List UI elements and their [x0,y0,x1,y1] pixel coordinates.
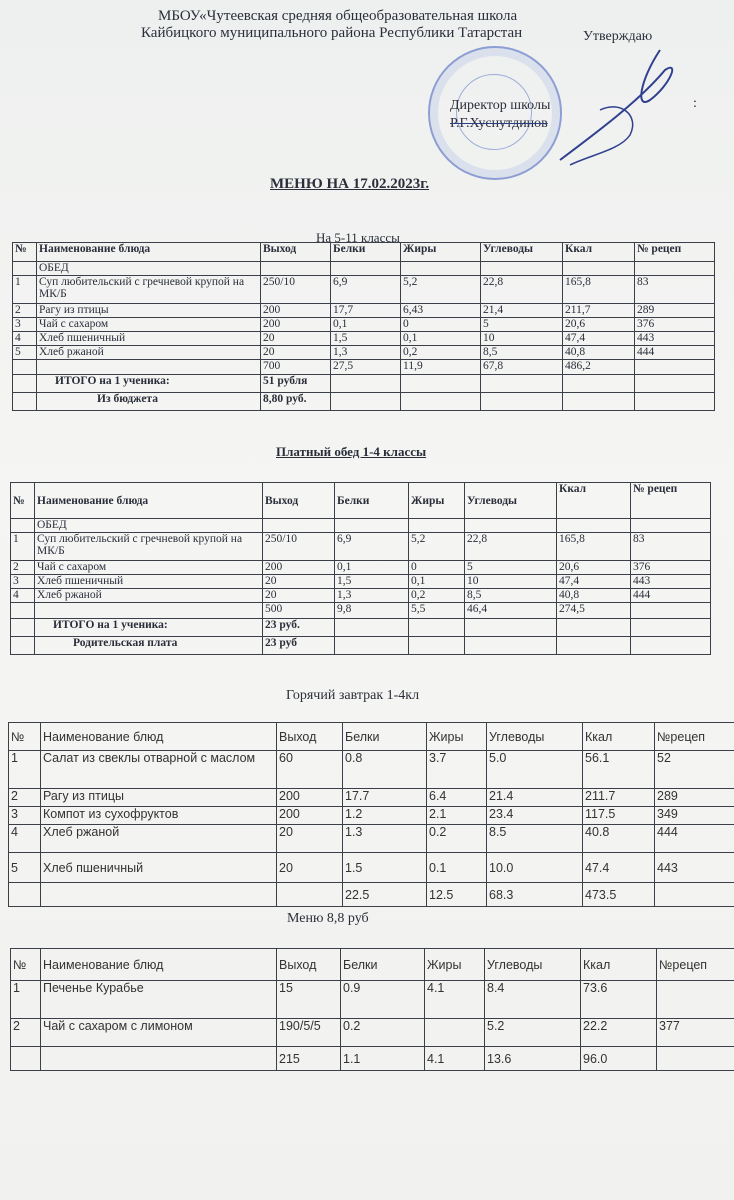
total-row [11,1047,734,1071]
approve-label: Утверждаю [583,29,653,44]
cell: 4.1 [425,1047,485,1071]
cell: 274,5 [557,603,631,619]
school-name-line1: МБОУ«Чутеевская средняя общеобразовательная школа [158,8,518,24]
cell: 52 [655,751,734,789]
cell: 21,4 [481,304,563,318]
col-header: Ккал [581,949,657,981]
cell: Печенье Курабье [41,981,277,1019]
col-header: Белки [335,483,409,519]
cell: 5,2 [409,533,465,561]
table-row [13,276,715,304]
cell: 0.2 [427,825,487,853]
cell: 5.0 [487,751,583,789]
cell: 1,3 [335,589,409,603]
cell: 10 [481,332,563,346]
cell: 8.5 [487,825,583,853]
cell: 2 [9,789,41,807]
cell: 444 [631,589,711,603]
cell: 200 [277,789,343,807]
cell: 40,8 [563,346,635,360]
cell [425,1019,485,1047]
cell: 20 [261,346,331,360]
section-label: ОБЕД [37,262,261,276]
section-row [11,519,711,533]
menu-table-5-11 [12,242,715,411]
cell: 8.4 [485,981,581,1019]
cell: 22,8 [465,533,557,561]
cell: 22.2 [581,1019,657,1047]
cell: 5 [481,318,563,332]
cell: 0,2 [401,346,481,360]
cell: 5.2 [485,1019,581,1047]
cell: 0,2 [409,589,465,603]
parent-fee-value: 23 руб [263,637,335,655]
table-row [13,304,715,318]
director-title: Директор школы [450,98,551,113]
col-header: Ккал [557,483,631,519]
cell: 4 [9,825,41,853]
cell: 1.3 [343,825,427,853]
cell: 443 [635,332,715,346]
cell: 200 [263,561,335,575]
col-header: № [11,483,35,519]
cell: 289 [635,304,715,318]
cell: 165,8 [557,533,631,561]
cell: Рагу из птицы [41,789,277,807]
col-header: Жиры [427,723,487,751]
cell: 444 [655,825,734,853]
cell: 0,1 [331,318,401,332]
director-signature [540,40,690,180]
cell: 200 [261,318,331,332]
col-header: № [9,723,41,751]
cell: 1.5 [343,853,427,883]
col-header: № рецеп [631,483,711,519]
cell: 0.8 [343,751,427,789]
cell: 12.5 [427,883,487,907]
col-header: Наименование блюд [41,949,277,981]
cell: 500 [263,603,335,619]
parent-fee-label: Родительская плата [35,637,263,655]
cell: 443 [655,853,734,883]
cell: 289 [655,789,734,807]
cell: 1 [11,981,41,1019]
cell: 0,1 [401,332,481,346]
cell: 211.7 [583,789,655,807]
table-row [9,853,734,883]
cell: 3 [13,318,37,332]
cell: 5,2 [401,276,481,304]
cell: 9,8 [335,603,409,619]
cell: 215 [277,1047,341,1071]
cell: Хлеб пшеничный [37,332,261,346]
cell: 165,8 [563,276,635,304]
total-row [13,360,715,375]
cell: 2.1 [427,807,487,825]
col-header: № [13,243,37,262]
cell: 6,43 [401,304,481,318]
cell: 10.0 [487,853,583,883]
col-header: № [11,949,41,981]
cell: 73.6 [581,981,657,1019]
cell: 17.7 [343,789,427,807]
cell: 377 [657,1019,734,1047]
cell: 96.0 [581,1047,657,1071]
cell: 0,1 [335,561,409,575]
table-header-row [11,483,711,519]
cell: Чай с сахаром с лимоном [41,1019,277,1047]
col-header: Наименование блюда [37,243,261,262]
col-header: Жиры [409,483,465,519]
cell: 6,9 [335,533,409,561]
cell: 1 [11,533,35,561]
cell: 4 [11,589,35,603]
table-header-row [11,949,734,981]
table-header-row [9,723,734,751]
col-header: Ккал [583,723,655,751]
cell: 83 [631,533,711,561]
cell: Чай с сахаром [37,318,261,332]
cell: 5,5 [409,603,465,619]
cell: 200 [261,304,331,318]
cell: Салат из свеклы отварной с маслом [41,751,277,789]
table4-caption: Меню 8,8 руб [287,911,369,926]
total-row [9,883,734,907]
budget-row [13,393,715,411]
cell: 444 [635,346,715,360]
cell: 0.1 [427,853,487,883]
cell: 700 [261,360,331,375]
col-header: Выход [261,243,331,262]
cell: 0 [409,561,465,575]
cell: 1.2 [343,807,427,825]
table-row [13,318,715,332]
table-header-row [13,243,715,262]
col-header: Выход [277,723,343,751]
cell: Хлеб ржаной [35,589,263,603]
cell [657,981,734,1019]
cell: 20,6 [563,318,635,332]
budget-value: 8,80 руб. [261,393,331,411]
table-row [9,789,734,807]
cell: 376 [635,318,715,332]
director-name: Р.Г.Хуснутдинов [450,116,548,131]
cell: 211,7 [563,304,635,318]
menu-table-paid-1-4 [10,482,711,655]
cell: 11,9 [401,360,481,375]
cell: 22.5 [343,883,427,907]
col-header: №рецеп [655,723,734,751]
col-header: Наименование блюд [41,723,277,751]
cell: 1 [9,751,41,789]
cell: 0 [401,318,481,332]
cell: 46,4 [465,603,557,619]
cell: 47,4 [563,332,635,346]
cell: 10 [465,575,557,589]
cell: Хлеб пшеничный [41,853,277,883]
cell: 2 [11,1019,41,1047]
table-row [9,825,734,853]
itogo-label: ИТОГО на 1 ученика: [37,375,261,393]
cell: 68.3 [487,883,583,907]
itogo-row [11,619,711,637]
itogo-value: 23 руб. [263,619,335,637]
cell: 8,5 [481,346,563,360]
cell: Хлеб ржаной [37,346,261,360]
cell: 67,8 [481,360,563,375]
cell: 117.5 [583,807,655,825]
cell: 23.4 [487,807,583,825]
cell: 20 [263,589,335,603]
cell: 0.9 [341,981,425,1019]
cell: 47.4 [583,853,655,883]
total-row [11,603,711,619]
col-header: Жиры [425,949,485,981]
cell: 83 [635,276,715,304]
col-header: Белки [341,949,425,981]
cell: 15 [277,981,341,1019]
cell: 250/10 [263,533,335,561]
cell: Хлеб пшеничный [35,575,263,589]
cell: 40,8 [557,589,631,603]
cell: 20 [277,853,343,883]
col-header: Углеводы [465,483,557,519]
itogo-value: 51 рубля [261,375,331,393]
hot-breakfast-table [8,722,734,907]
cell: 3 [9,807,41,825]
itogo-label: ИТОГО на 1 ученика: [35,619,263,637]
cell: 4 [13,332,37,346]
cell: 5 [465,561,557,575]
cell: 47,4 [557,575,631,589]
col-header: Белки [331,243,401,262]
cell: 20 [263,575,335,589]
cell: 21.4 [487,789,583,807]
table2-caption: Платный обед 1-4 классы [276,444,427,459]
cell: 1,5 [335,575,409,589]
table-row [11,575,711,589]
cell: 8,5 [465,589,557,603]
cell: 1,3 [331,346,401,360]
cell: 1 [13,276,37,304]
table-row [13,332,715,346]
cell: Чай с сахаром [35,561,263,575]
cell: 0.2 [341,1019,425,1047]
cell: 349 [655,807,734,825]
cell: Хлеб ржаной [41,825,277,853]
menu-8-8-table [10,948,734,1071]
cell: 200 [277,807,343,825]
cell: 6.4 [427,789,487,807]
cell: 4.1 [425,981,485,1019]
cell: 1,5 [331,332,401,346]
cell: 376 [631,561,711,575]
table-row [11,1019,734,1047]
col-header: Углеводы [481,243,563,262]
table-row [13,346,715,360]
section-label: ОБЕД [35,519,263,533]
cell: 6,9 [331,276,401,304]
table-row [11,533,711,561]
cell: Суп любительский с гречневой крупой на МК/Б [37,276,261,304]
cell: 2 [11,561,35,575]
col-header: Жиры [401,243,481,262]
table-row [9,807,734,825]
cell: 60 [277,751,343,789]
cell: Компот из сухофруктов [41,807,277,825]
colon-mark: : [693,96,697,111]
col-header: Выход [277,949,341,981]
col-header: Углеводы [485,949,581,981]
cell: Рагу из птицы [37,304,261,318]
table-row [11,981,734,1019]
cell: 20 [277,825,343,853]
table-row [11,589,711,603]
cell: 250/10 [261,276,331,304]
school-name-line2: Кайбицкого муниципального района Республики Татарстан [141,25,523,41]
cell: 190/5/5 [277,1019,341,1047]
col-header: № рецеп [635,243,715,262]
cell: 0,1 [409,575,465,589]
table-row [11,561,711,575]
cell: 486,2 [563,360,635,375]
table1-caption: На 5-11 классы [316,230,400,245]
table-row [9,751,734,789]
col-header: Выход [263,483,335,519]
cell: 3.7 [427,751,487,789]
cell: 13.6 [485,1047,581,1071]
cell: 17,7 [331,304,401,318]
section-row [13,262,715,276]
table3-caption: Горячий завтрак 1-4кл [286,688,420,703]
parent-fee-row [11,637,711,655]
col-header: Ккал [563,243,635,262]
menu-title: МЕНЮ НА 17.02.2023г. [270,176,430,192]
cell: Суп любительский с гречневой крупой на МК/Б [35,533,263,561]
cell: 473.5 [583,883,655,907]
budget-label: Из бюджета [37,393,261,411]
cell: 2 [13,304,37,318]
cell: 5 [9,853,41,883]
col-header: Углеводы [487,723,583,751]
col-header: Белки [343,723,427,751]
cell: 3 [11,575,35,589]
cell: 443 [631,575,711,589]
cell: 1.1 [341,1047,425,1071]
cell: 56.1 [583,751,655,789]
itogo-row [13,375,715,393]
col-header: №рецеп [657,949,734,981]
cell: 20 [261,332,331,346]
cell: 27,5 [331,360,401,375]
cell: 40.8 [583,825,655,853]
cell: 5 [13,346,37,360]
cell: 20,6 [557,561,631,575]
col-header: Наименование блюда [35,483,263,519]
cell: 22,8 [481,276,563,304]
